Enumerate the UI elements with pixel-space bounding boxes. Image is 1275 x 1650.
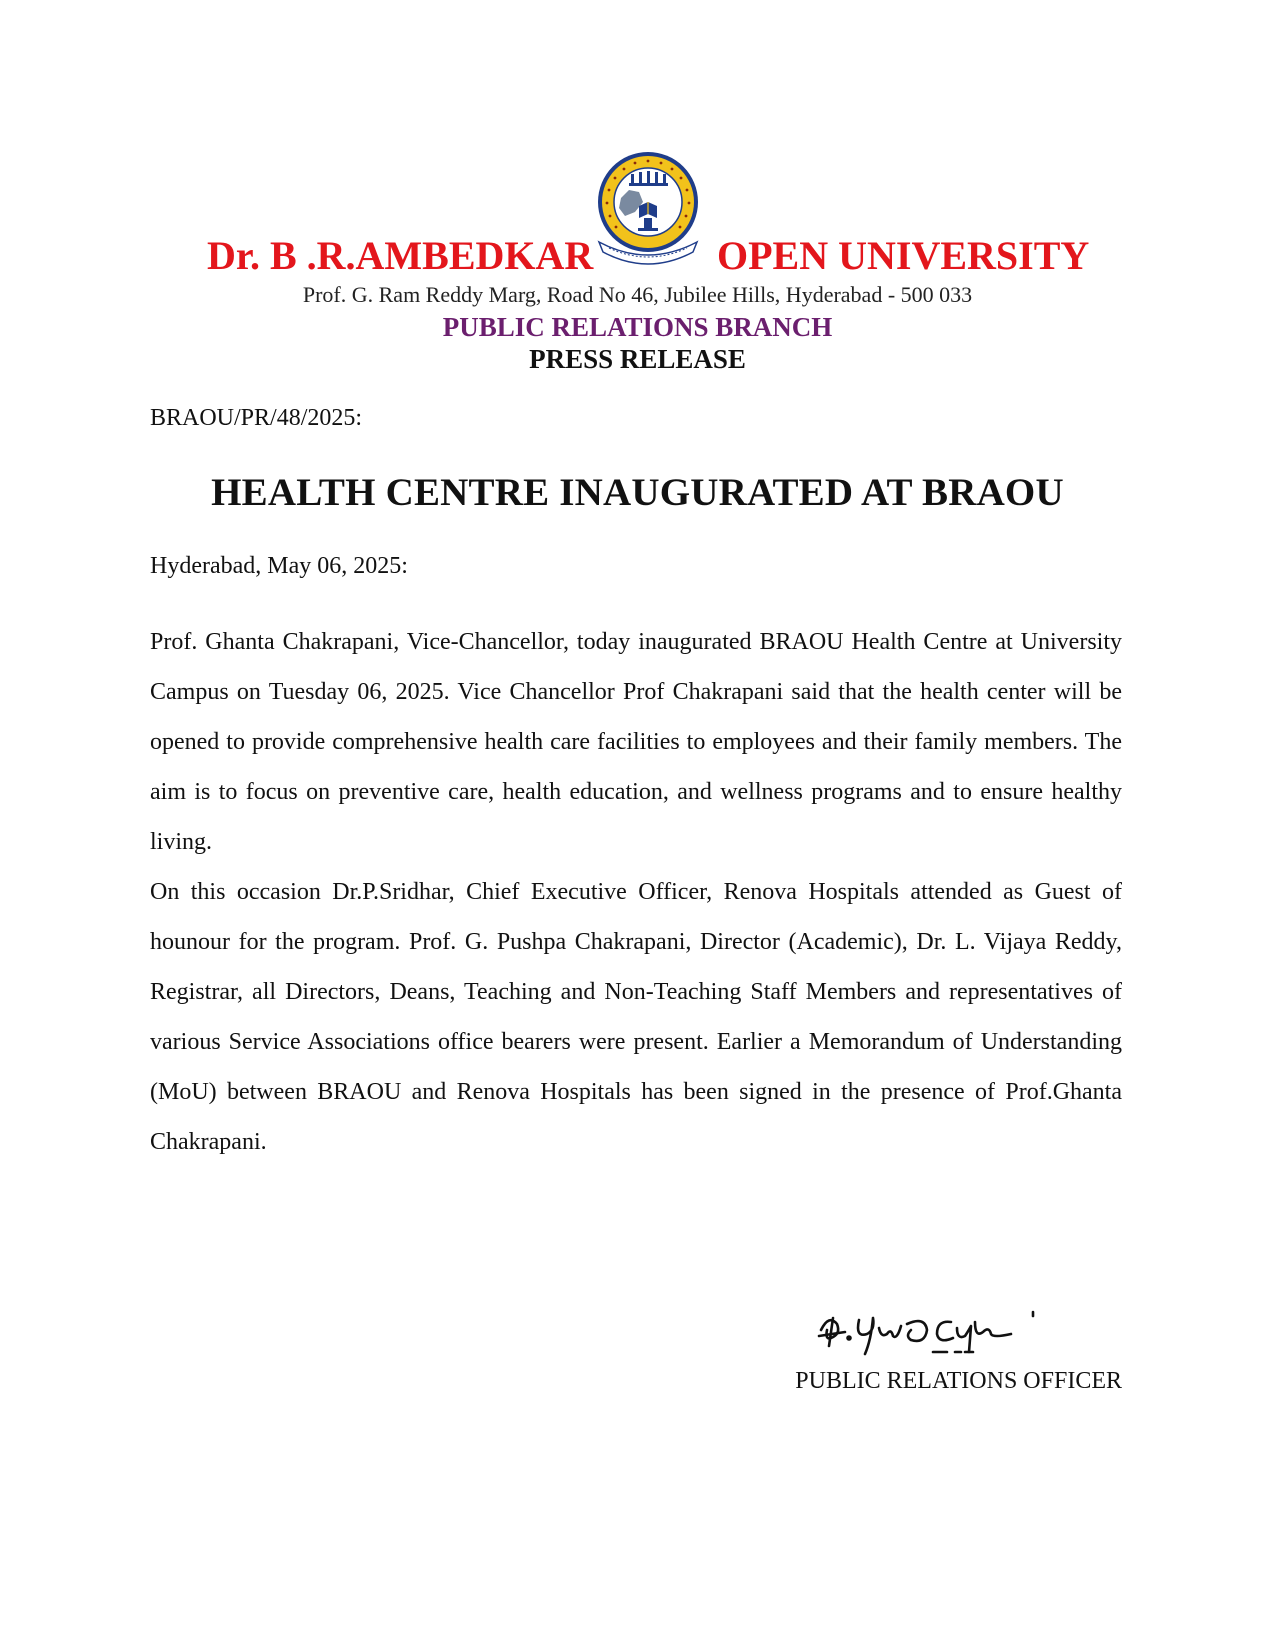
reference-number: BRAOU/PR/48/2025: — [150, 405, 363, 431]
signatory-title: PUBLIC RELATIONS OFFICER — [795, 1368, 1122, 1394]
university-name-part-1: Dr. B .R.AMBEDKAR — [207, 233, 594, 278]
press-release-body — [150, 617, 1122, 1167]
press-release-headline: HEALTH CENTRE INAUGURATED AT BRAOU — [211, 471, 1064, 514]
body-paragraph: Prof. Ghanta Chakrapani, Vice-Chancellor, today inaugurated BRAOU Health Centre at University Campus on Tuesday 06, 2025. Vice Chancellor Prof Chakrapani said that the health center will be opened to provide comprehensive health care facilities to employees and their family members. The aim is to focus on preventive care, health education, and wellness programs and to ensure healthy living. — [150, 629, 1122, 855]
document-type: PRESS RELEASE — [529, 344, 746, 374]
university-address: Prof. G. Ram Reddy Marg, Road No 46, Jubilee Hills, Hyderabad - 500 033 — [302, 282, 973, 307]
dateline: Hyderabad, May 06, 2025: — [150, 553, 408, 579]
letterhead — [0, 146, 1275, 376]
university-name-part-2: OPEN UNIVERSITY — [717, 233, 1090, 278]
branch-title: PUBLIC RELATIONS BRANCH — [442, 312, 833, 342]
body-paragraph: On this occasion Dr.P.Sridhar, Chief Executive Officer, Renova Hospitals attended as Guest of hounour for the program. Prof. G. Pushpa Chakrapani, Director (Academic), Dr. L. Vijaya Reddy, Registrar, all Directors, Deans, Teaching and Non-Teaching Staff Members and representatives of various Service Associations office bearers were present. Earlier a Memorandum of Understanding (MoU) between BRAOU and Renova Hospitals has been signed in the presence of Prof.Ghanta Chakrapani. — [150, 879, 1122, 1155]
university-seal-icon — [595, 150, 701, 268]
handwritten-signature-icon — [815, 1300, 1065, 1360]
